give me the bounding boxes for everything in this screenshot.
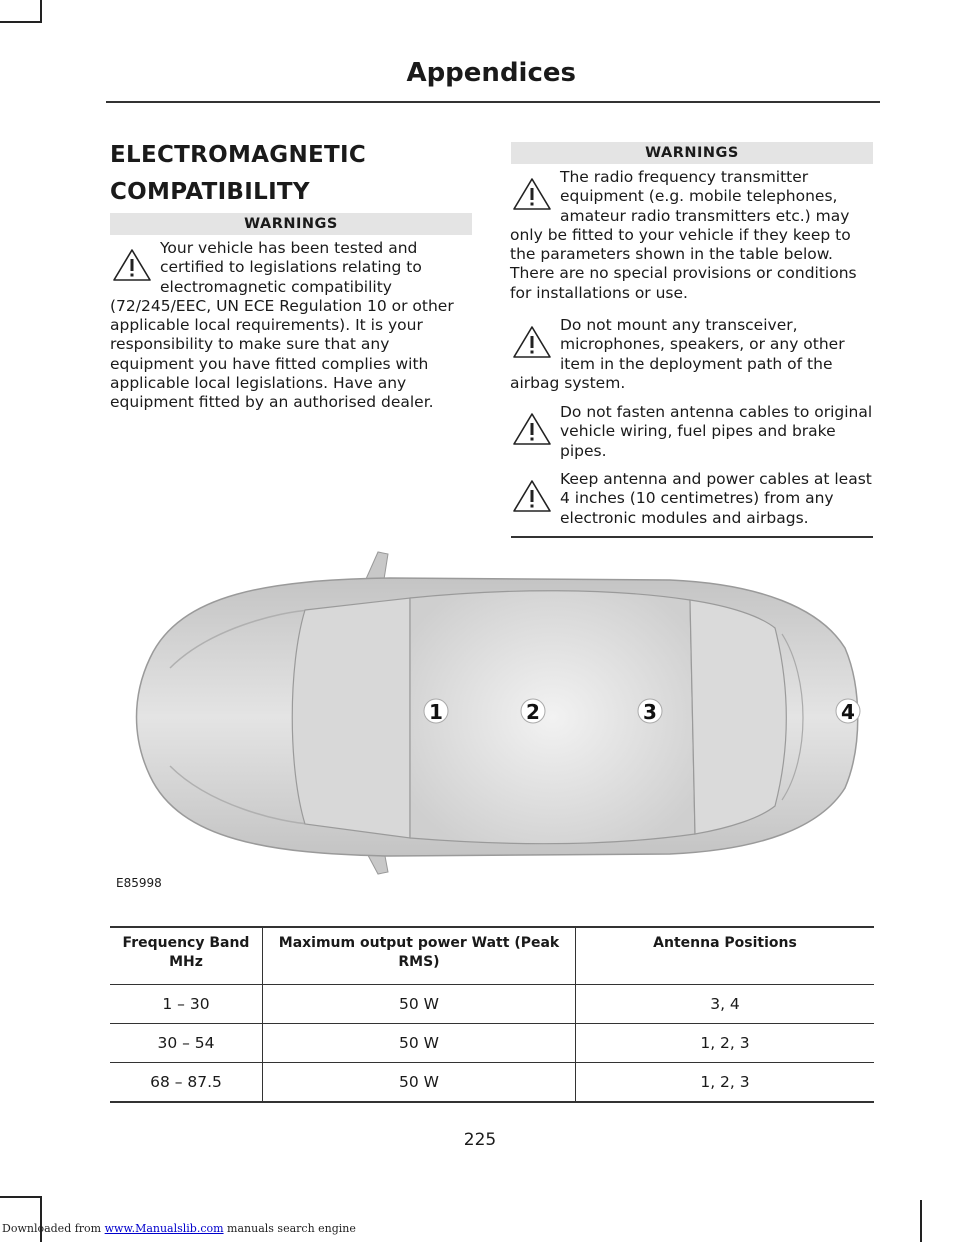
cell-positions: 1, 2, 3 — [576, 1063, 875, 1103]
warning-triangle-icon — [510, 174, 554, 214]
antenna-position-2-label: 2 — [526, 700, 540, 724]
crop-mark-top-left-v — [40, 0, 42, 22]
antenna-position-2 — [521, 699, 545, 724]
right-warning-2 — [510, 316, 874, 393]
right-warnings-heading: WARNINGS — [511, 142, 873, 164]
warning-triangle-icon — [110, 245, 154, 285]
warnings-end-rule — [511, 536, 873, 538]
section-title-line1: ELECTROMAGNETIC — [110, 142, 367, 168]
right-warning-3 — [510, 403, 874, 461]
footer-prefix: Downloaded from — [2, 1222, 102, 1235]
antenna-position-4 — [836, 699, 860, 724]
footer-suffix: manuals search engine — [223, 1222, 356, 1235]
header-divider — [106, 101, 880, 103]
table-row — [110, 1024, 874, 1063]
cell-frequency: 68 – 87.5 — [110, 1063, 263, 1103]
right-warning-4-text: Keep antenna and power cables at least 4 inches (10 centimetres) from any electronic modules and airbags. — [560, 470, 872, 527]
page-number: 225 — [463, 1130, 497, 1150]
section-title — [110, 137, 366, 211]
col-frequency-band: Frequency Band MHz — [110, 927, 263, 985]
warning-triangle-icon — [510, 322, 554, 362]
figure-code: E85998 — [116, 876, 162, 890]
crop-mark-bottom-left-h — [0, 1196, 42, 1198]
cell-power: 50 W — [263, 985, 576, 1024]
warning-triangle-icon — [510, 409, 554, 449]
page-header-title: Appendices — [406, 58, 576, 88]
left-warning-1-text: Your vehicle has been tested and certified to legislations relating to electromagnetic compatibility (72/245/EEC, UN ECE Regulation 10 or other applicable local requirements). It is your responsibility to make sure that any equipment you have fitted complies with applicable local legislations. Have any equipment fitted by an authorised dealer. — [110, 239, 454, 412]
windscreen — [292, 598, 410, 838]
antenna-position-1 — [424, 699, 448, 724]
cell-positions: 3, 4 — [576, 985, 875, 1024]
col-antenna-positions: Antenna Positions — [576, 927, 875, 985]
left-warning-1 — [110, 239, 474, 413]
footer — [2, 1222, 356, 1235]
warning-triangle-icon — [510, 476, 554, 516]
crop-mark-bottom-right-v — [920, 1200, 922, 1242]
rear-window — [690, 600, 786, 834]
col-max-output-power: Maximum output power Watt (Peak RMS) — [263, 927, 576, 985]
right-warning-4 — [510, 470, 874, 528]
right-warning-1 — [510, 168, 874, 303]
antenna-position-3 — [638, 699, 662, 724]
footer-link[interactable]: www.Manualslib.com — [104, 1222, 224, 1235]
table-row — [110, 1063, 874, 1103]
table-row — [110, 985, 874, 1024]
cell-frequency: 1 – 30 — [110, 985, 263, 1024]
right-warning-2-text: Do not mount any transceiver, microphones, speakers, or any other item in the deployment path of the airbag system. — [510, 316, 845, 392]
crop-mark-bottom-left-v — [40, 1196, 42, 1242]
antenna-position-1-label: 1 — [429, 700, 443, 724]
cell-power: 50 W — [263, 1024, 576, 1063]
table-header-row — [110, 927, 874, 985]
antenna-position-3-label: 3 — [643, 700, 657, 724]
crop-mark-top-left-h — [0, 21, 42, 23]
right-warning-3-text: Do not fasten antenna cables to original vehicle wiring, fuel pipes and brake pipes. — [560, 403, 873, 460]
right-warning-1-text: The radio frequency transmitter equipment (e.g. mobile telephones, amateur radio transmitters etc.) may only be fitted to your vehicle if they keep to the parameters shown in the table below. There are no special provisions or conditions for installations or use. — [510, 168, 857, 302]
cell-positions: 1, 2, 3 — [576, 1024, 875, 1063]
cell-power: 50 W — [263, 1063, 576, 1103]
cell-frequency: 30 – 54 — [110, 1024, 263, 1063]
car-top-view-illustration — [110, 548, 874, 898]
section-title-line2: COMPATIBILITY — [110, 179, 310, 205]
left-warnings-heading: WARNINGS — [110, 213, 472, 235]
frequency-table — [110, 926, 874, 1103]
antenna-position-4-label: 4 — [841, 700, 855, 724]
